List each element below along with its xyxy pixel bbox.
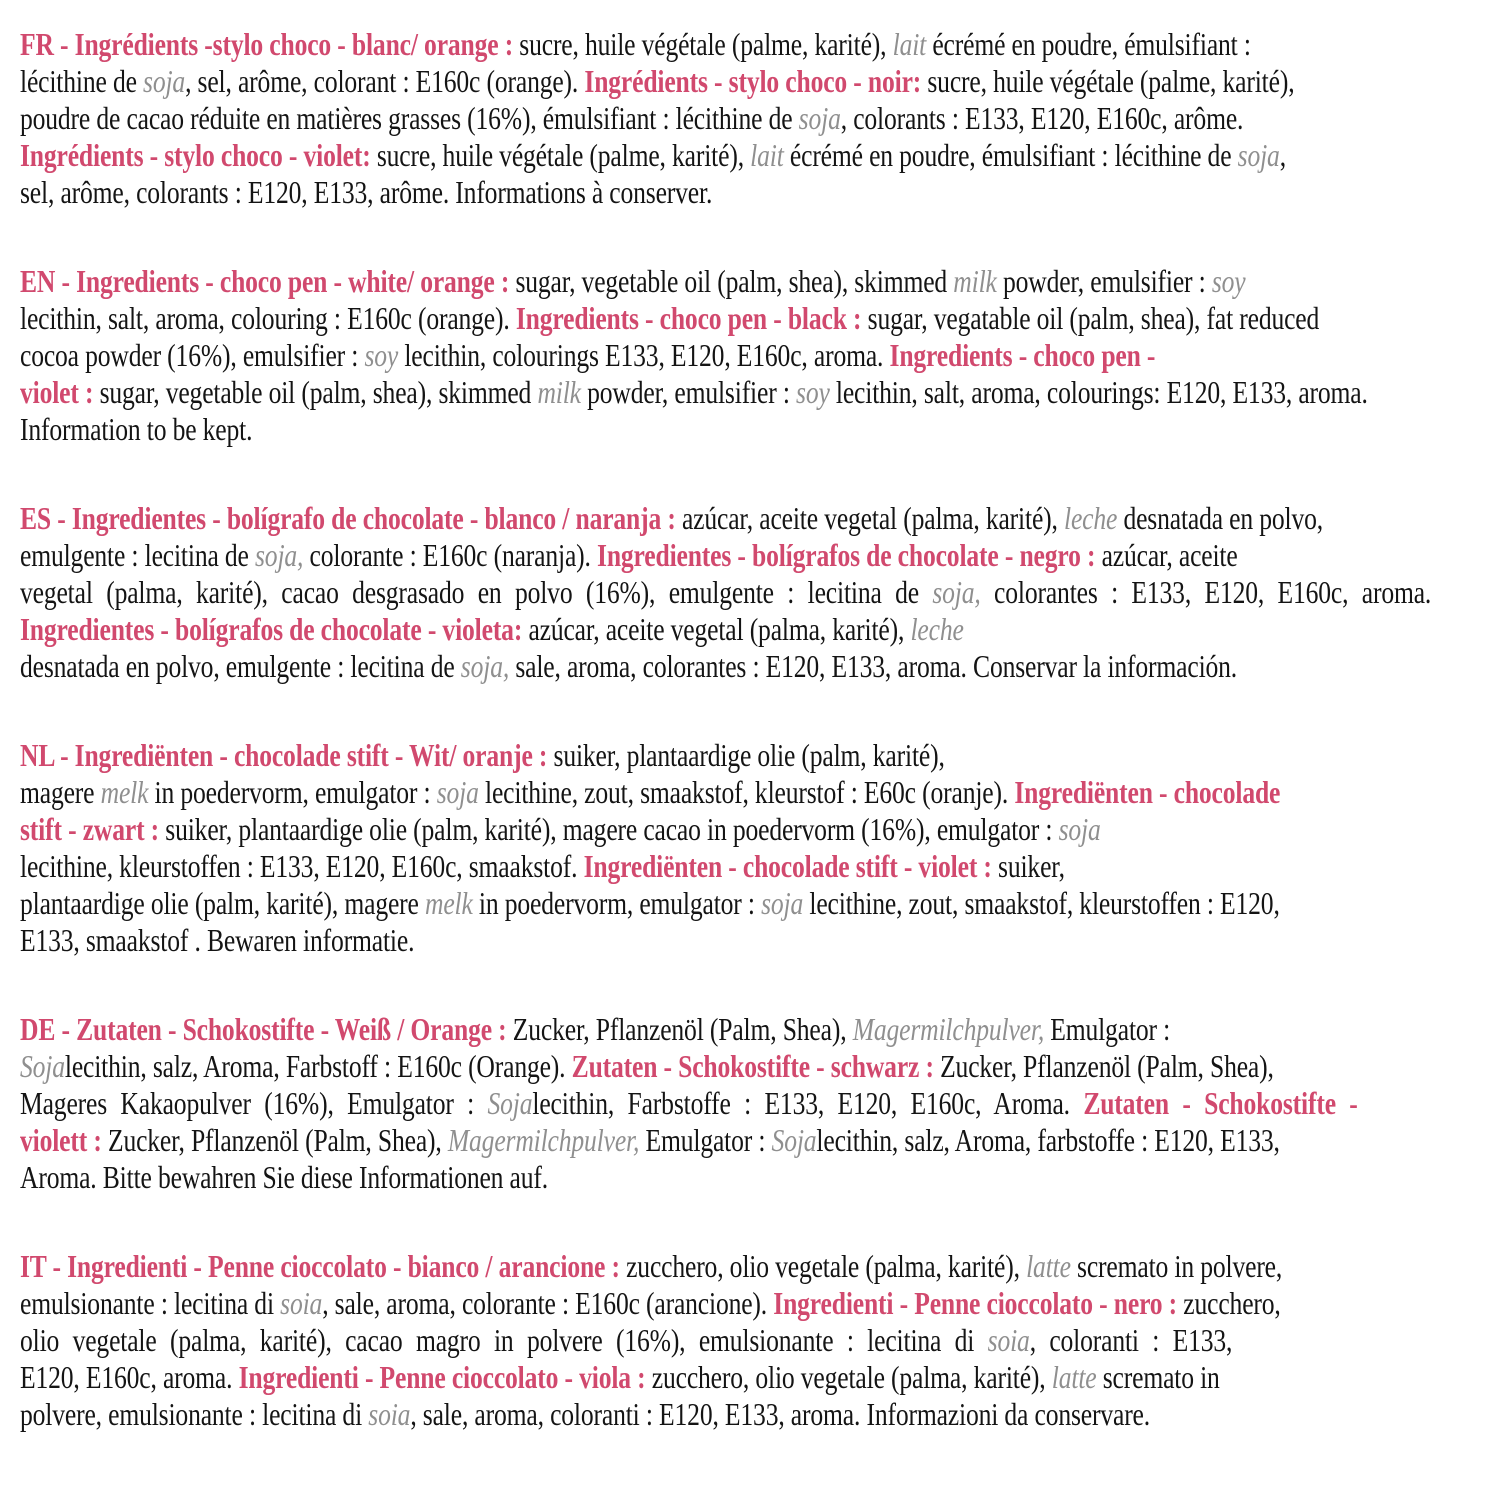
text-line — [20, 774, 1281, 811]
body-text-run: azúcar, aceite vegetal (palma, karité), — [528, 611, 911, 647]
allergen-italic-run: soia — [280, 1285, 323, 1321]
text-line — [20, 611, 1190, 648]
body-text-run: magere — [20, 774, 101, 810]
body-text-run: lecithine, kleurstoffen : E133, E120, E160c, smaakstof. — [20, 848, 584, 884]
text-line — [20, 811, 1190, 848]
body-text-run: scremato in polvere, — [1070, 1248, 1283, 1284]
body-text-run: colorantes : E133, E120, E160c, aroma. — [980, 574, 1432, 610]
allergen-italic-run: soja — [761, 885, 804, 921]
allergen-italic-run: soja, — [932, 574, 981, 610]
allergen-italic-run: soia — [368, 1396, 411, 1432]
body-text-run: sucre, huile végétale (palme, karité), — [376, 137, 751, 173]
allergen-italic-run: leche — [910, 611, 964, 647]
section-heading-run: Ingredientes - bolígrafos de chocolate - violeta: — [20, 611, 529, 647]
body-text-run: emulgente : lecitina de — [20, 537, 255, 573]
body-text-run: E120, E160c, aroma. — [20, 1359, 239, 1395]
body-text-run: suiker, — [998, 848, 1065, 884]
text-line — [20, 100, 1244, 137]
text-line — [20, 1285, 1281, 1322]
body-text-run: , — [1279, 137, 1286, 173]
body-text-run: , sale, aroma, colorante : E160c (arancione). — [322, 1285, 774, 1321]
ingredients-section-de — [20, 1011, 1482, 1196]
body-text-run: lecithine, zout, smaakstof, kleurstoffen : E120, — [803, 885, 1280, 921]
section-heading-run: stift - zwart : — [20, 811, 166, 847]
body-text-run: polvere, emulsionante : lecitina di — [20, 1396, 369, 1432]
section-heading-run: Zutaten - Schokostifte - — [1083, 1085, 1358, 1121]
ingredients-section-fr — [20, 26, 1482, 211]
body-text-run: desnatada en polvo, — [1117, 500, 1324, 536]
body-text-run: Emulgator : — [639, 1122, 772, 1158]
allergen-italic-run: leche — [1064, 500, 1118, 536]
allergen-italic-run: soja, — [255, 537, 304, 573]
text-line — [20, 174, 1190, 211]
body-text-run: poudre de cacao réduite en matières grasses (16%), émulsifiant : lécithine de — [20, 100, 799, 136]
text-line — [20, 1322, 1233, 1359]
section-heading-run: ES - Ingredientes - bolígrafo de chocolate - blanco / naranja : — [20, 500, 682, 536]
allergen-italic-run: Magermilchpulver, — [852, 1011, 1045, 1047]
allergen-italic-run: soja — [143, 63, 186, 99]
body-text-run: lecithin, salz, Aroma, farbstoffe : E120, E133, — [816, 1122, 1280, 1158]
allergen-italic-run: soia — [987, 1322, 1030, 1358]
body-text-run: sucre, huile végétale (palme, karité), — [519, 26, 893, 62]
allergen-italic-run: melk — [424, 885, 473, 921]
text-line — [20, 411, 1190, 448]
text-line — [20, 1159, 1190, 1196]
body-text-run: in poedervorm, emulgator : — [148, 774, 437, 810]
ingredients-section-it — [20, 1248, 1482, 1433]
text-line — [20, 848, 1190, 885]
allergen-italic-run: soy — [796, 374, 830, 410]
section-heading-run: Ingrédients - stylo choco - violet: — [20, 137, 377, 173]
body-text-run: Information to be kept. — [20, 411, 253, 447]
body-text-run: E133, smaakstof . Bewaren informatie. — [20, 922, 415, 958]
body-text-run: powder, emulsifier : — [996, 263, 1212, 299]
body-text-run: lecithin, salt, aroma, colouring : E160c (orange). — [20, 300, 516, 336]
text-line — [20, 26, 1251, 63]
body-text-run: Emulgator : — [1044, 1011, 1171, 1047]
section-heading-run: IT - Ingredienti - Penne cioccolato - bianco / arancione : — [20, 1248, 627, 1284]
text-line — [20, 885, 1280, 922]
text-line — [20, 648, 1238, 685]
section-heading-run: Ingredients - choco pen - black : — [515, 300, 868, 336]
text-line — [20, 1085, 1358, 1122]
body-text-run: écrémé en poudre, émulsifiant : lécithine de — [783, 137, 1238, 173]
section-heading-run: Ingredientes - bolígrafos de chocolate - negro : — [597, 537, 1102, 573]
body-text-run: olio vegetale (palma, karité), cacao magro in polvere (16%), emulsionante : lecitina di — [20, 1322, 988, 1358]
body-text-run: emulsionante : lecitina di — [20, 1285, 281, 1321]
body-text-run: Mageres Kakaopulver (16%), Emulgator : — [20, 1085, 488, 1121]
allergen-italic-run: melk — [100, 774, 149, 810]
body-text-run: sucre, huile végétale (palme, karité), — [927, 63, 1295, 99]
text-line — [20, 537, 1238, 574]
body-text-run: suiker, plantaardige olie (palm, karité), magere cacao in poedervorm (16%), emulgator : — [165, 811, 1059, 847]
body-text-run: lecithin, Farbstoffe : E133, E120, E160c, Aroma. — [532, 1085, 1084, 1121]
allergen-italic-run: milk — [537, 374, 581, 410]
section-heading-run: Ingrédients - stylo choco - noir: — [584, 63, 928, 99]
section-heading-run: Zutaten - Schokostifte - schwarz : — [571, 1048, 941, 1084]
ingredients-section-es — [20, 500, 1482, 685]
allergen-italic-run: latte — [1026, 1248, 1071, 1284]
text-line — [20, 374, 1368, 411]
allergen-italic-run: Magermilchpulver, — [447, 1122, 640, 1158]
body-text-run: lecithin, salz, Aroma, Farbstoff : E160c (Orange). — [64, 1048, 572, 1084]
allergen-italic-run: soja — [436, 774, 479, 810]
text-line — [20, 1359, 1220, 1396]
body-text-run: , sel, arôme, colorant : E160c (orange). — [185, 63, 585, 99]
allergen-italic-run: Soja — [487, 1085, 533, 1121]
body-text-run: Zucker, Pflanzenöl (Palm, Shea), — [107, 1122, 448, 1158]
body-text-run: zucchero, — [1183, 1285, 1281, 1321]
body-text-run: zucchero, olio vegetale (palma, karité), — [626, 1248, 1027, 1284]
body-text-run: , coloranti : E133, — [1029, 1322, 1233, 1358]
body-text-run: desnatada en polvo, emulgente : lecitina de — [20, 648, 461, 684]
allergen-italic-run: latte — [1051, 1359, 1097, 1395]
body-text-run: lecithin, colourings E133, E120, E160c, aroma. — [398, 337, 890, 373]
body-text-run: zucchero, olio vegetale (palma, karité), — [651, 1359, 1052, 1395]
body-text-run: sugar, vegetable oil (palm, shea), skimmed — [99, 374, 538, 410]
allergen-italic-run: soja — [1058, 811, 1101, 847]
allergen-italic-run: milk — [953, 263, 997, 299]
body-text-run: Zucker, Pflanzenöl (Palm, Shea), — [940, 1048, 1274, 1084]
body-text-run: lecithine, zout, smaakstof, kleurstof : E60c (oranje). — [478, 774, 1015, 810]
text-line — [20, 300, 1320, 337]
body-text-run: sugar, vegetable oil (palm, shea), skimmed — [515, 263, 954, 299]
text-line — [20, 337, 1190, 374]
body-text-run: Zucker, Pflanzenöl (Palm, Shea), — [512, 1011, 853, 1047]
section-heading-run: violett : — [20, 1122, 108, 1158]
text-line — [20, 737, 1190, 774]
text-line — [20, 922, 1190, 959]
ingredients-section-en — [20, 263, 1482, 448]
text-line — [20, 63, 1295, 100]
text-line — [20, 263, 1246, 300]
section-heading-run: Ingredienti - Penne cioccolato - nero : — [773, 1285, 1184, 1321]
section-heading-run: violet : — [20, 374, 100, 410]
body-text-run: , colorants : E133, E120, E160c, arôme. — [840, 100, 1244, 136]
section-heading-run: Ingredienti - Penne cioccolato - viola : — [238, 1359, 652, 1395]
section-heading-run: DE - Zutaten - Schokostifte - Weiß / Orange : — [20, 1011, 513, 1047]
body-text-run: Aroma. Bitte bewahren Sie diese Informationen auf. — [20, 1159, 549, 1195]
text-line — [20, 1248, 1283, 1285]
allergen-italic-run: Soja — [771, 1122, 817, 1158]
section-heading-run: NL - Ingrediënten - chocolade stift - Wit/ oranje : — [20, 737, 554, 773]
allergen-italic-run: lait — [892, 26, 927, 62]
body-text-run: sel, arôme, colorants : E120, E133, arôme. Informations à conserver. — [20, 174, 713, 210]
section-heading-run: FR - Ingrédients -stylo choco - blanc/ orange : — [20, 26, 520, 62]
text-line — [20, 1011, 1190, 1048]
body-text-run: sale, aroma, colorantes : E120, E133, aroma. Conservar la información. — [509, 648, 1238, 684]
body-text-run: vegetal (palma, karité), cacao desgrasado en polvo (16%), emulgente : lecitina de — [20, 574, 933, 610]
allergen-italic-run: soja — [798, 100, 841, 136]
body-text-run: sugar, vegatable oil (palm, shea), fat reduced — [867, 300, 1320, 336]
text-line — [20, 1122, 1280, 1159]
section-heading-run: EN - Ingredients - choco pen - white/ orange : — [20, 263, 516, 299]
section-heading-run: Ingredients - choco pen - — [889, 337, 1156, 373]
body-text-run: lécithine de — [20, 63, 144, 99]
ingredients-section-nl — [20, 737, 1482, 959]
body-text-run: colorante : E160c (naranja). — [303, 537, 598, 573]
body-text-run: cocoa powder (16%), emulsifier : — [20, 337, 365, 373]
text-line — [20, 137, 1286, 174]
allergen-italic-run: Soja — [20, 1048, 65, 1084]
body-text-run: powder, emulsifier : — [580, 374, 797, 410]
allergen-italic-run: soja — [1237, 137, 1280, 173]
body-text-run: azúcar, aceite — [1101, 537, 1238, 573]
text-line — [20, 500, 1324, 537]
allergen-italic-run: soy — [364, 337, 399, 373]
allergen-italic-run: soy — [1211, 263, 1246, 299]
text-line — [20, 574, 1432, 611]
text-line — [20, 1396, 1190, 1433]
section-heading-run: Ingrediënten - chocolade stift - violet : — [583, 848, 999, 884]
body-text-run: , sale, aroma, coloranti : E120, E133, aroma. Informazioni da conservare. — [410, 1396, 1150, 1432]
allergen-italic-run: soja, — [460, 648, 510, 684]
body-text-run: lecithin, salt, aroma, colourings: E120, E133, aroma. — [829, 374, 1368, 410]
body-text-run: in poedervorm, emulgator : — [472, 885, 762, 921]
section-heading-run: Ingrediënten - chocolade — [1014, 774, 1281, 810]
allergen-italic-run: lait — [750, 137, 784, 173]
body-text-run: écrémé en poudre, émulsifiant : — [926, 26, 1251, 62]
text-line — [20, 1048, 1274, 1085]
body-text-run: plantaardige olie (palm, karité), magere — [20, 885, 425, 921]
body-text-run: scremato in — [1096, 1359, 1220, 1395]
body-text-run: azúcar, aceite vegetal (palma, karité), — [681, 500, 1064, 536]
body-text-run: suiker, plantaardige olie (palm, karité), — [553, 737, 945, 773]
